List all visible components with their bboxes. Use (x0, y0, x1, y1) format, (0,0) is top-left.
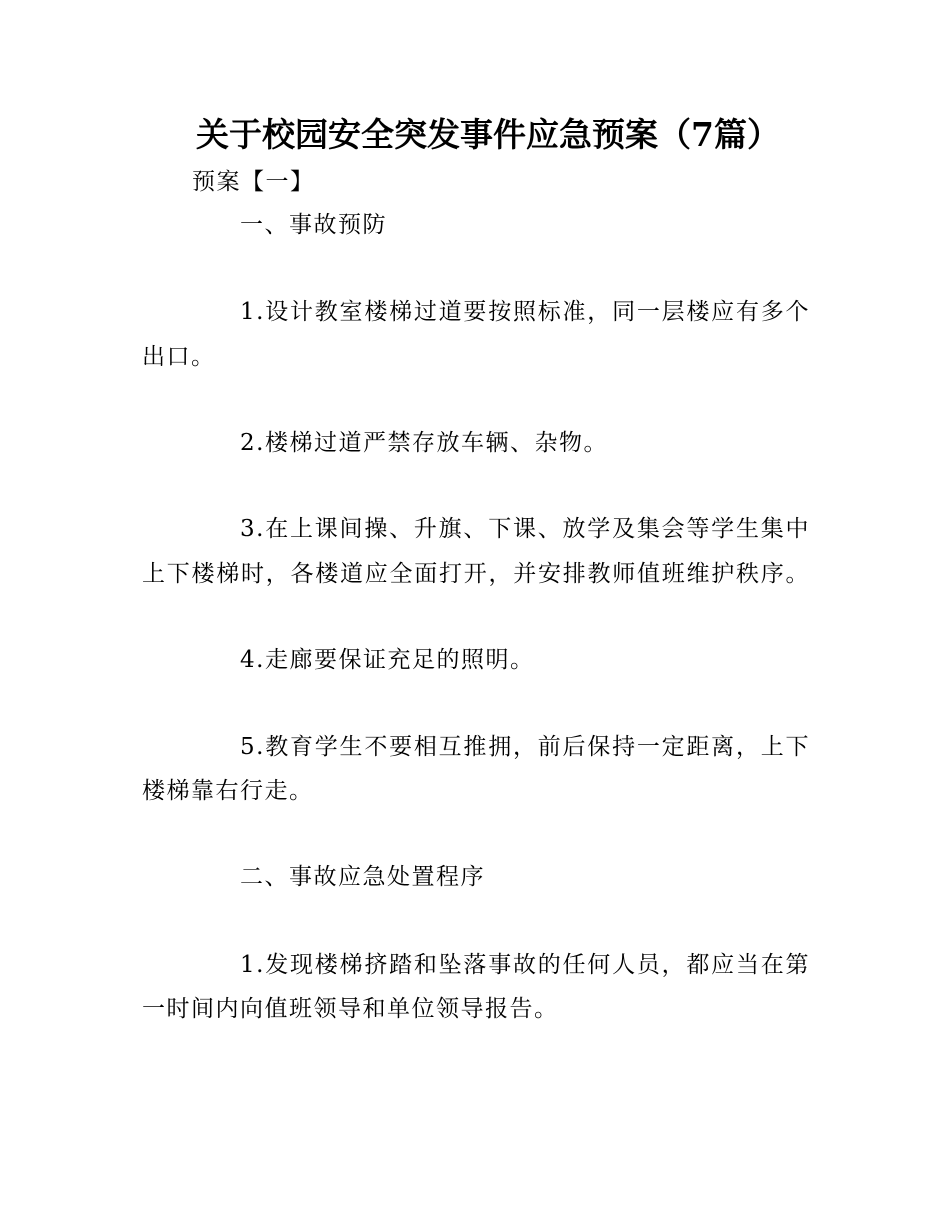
heading-accident-prevention: 一、事故预防 (240, 212, 387, 238)
document-title: 关于校园安全突发事件应急预案（7篇） (196, 115, 780, 154)
paragraph-3-line-1: 3.在上课间操、升旗、下课、放学及集会等学生集中 (240, 516, 810, 542)
paragraph-6-line-1: 1.发现楼梯挤踏和坠落事故的任何人员，都应当在第 (240, 952, 810, 978)
paragraph-5-line-2: 楼梯靠右行走。 (142, 778, 314, 804)
paragraph-1-line-2: 出口。 (142, 344, 216, 370)
paragraph-4-line-1: 4.走廊要保证充足的照明。 (240, 647, 535, 673)
paragraph-1-line-1: 1.设计教室楼梯过道要按照标准，同一层楼应有多个 (240, 299, 810, 325)
heading-emergency-procedure: 二、事故应急处置程序 (240, 864, 485, 890)
paragraph-2-line-1: 2.楼梯过道严禁存放车辆、杂物。 (240, 430, 608, 456)
paragraph-6-line-2: 一时间内向值班领导和单位领导报告。 (142, 996, 559, 1022)
section-label: 预案【一】 (192, 169, 315, 195)
paragraph-5-line-1: 5.教育学生不要相互推拥，前后保持一定距离，上下 (240, 734, 810, 760)
paragraph-3-line-2: 上下楼梯时，各楼道应全面打开，并安排教师值班维护秩序。 (142, 561, 810, 587)
